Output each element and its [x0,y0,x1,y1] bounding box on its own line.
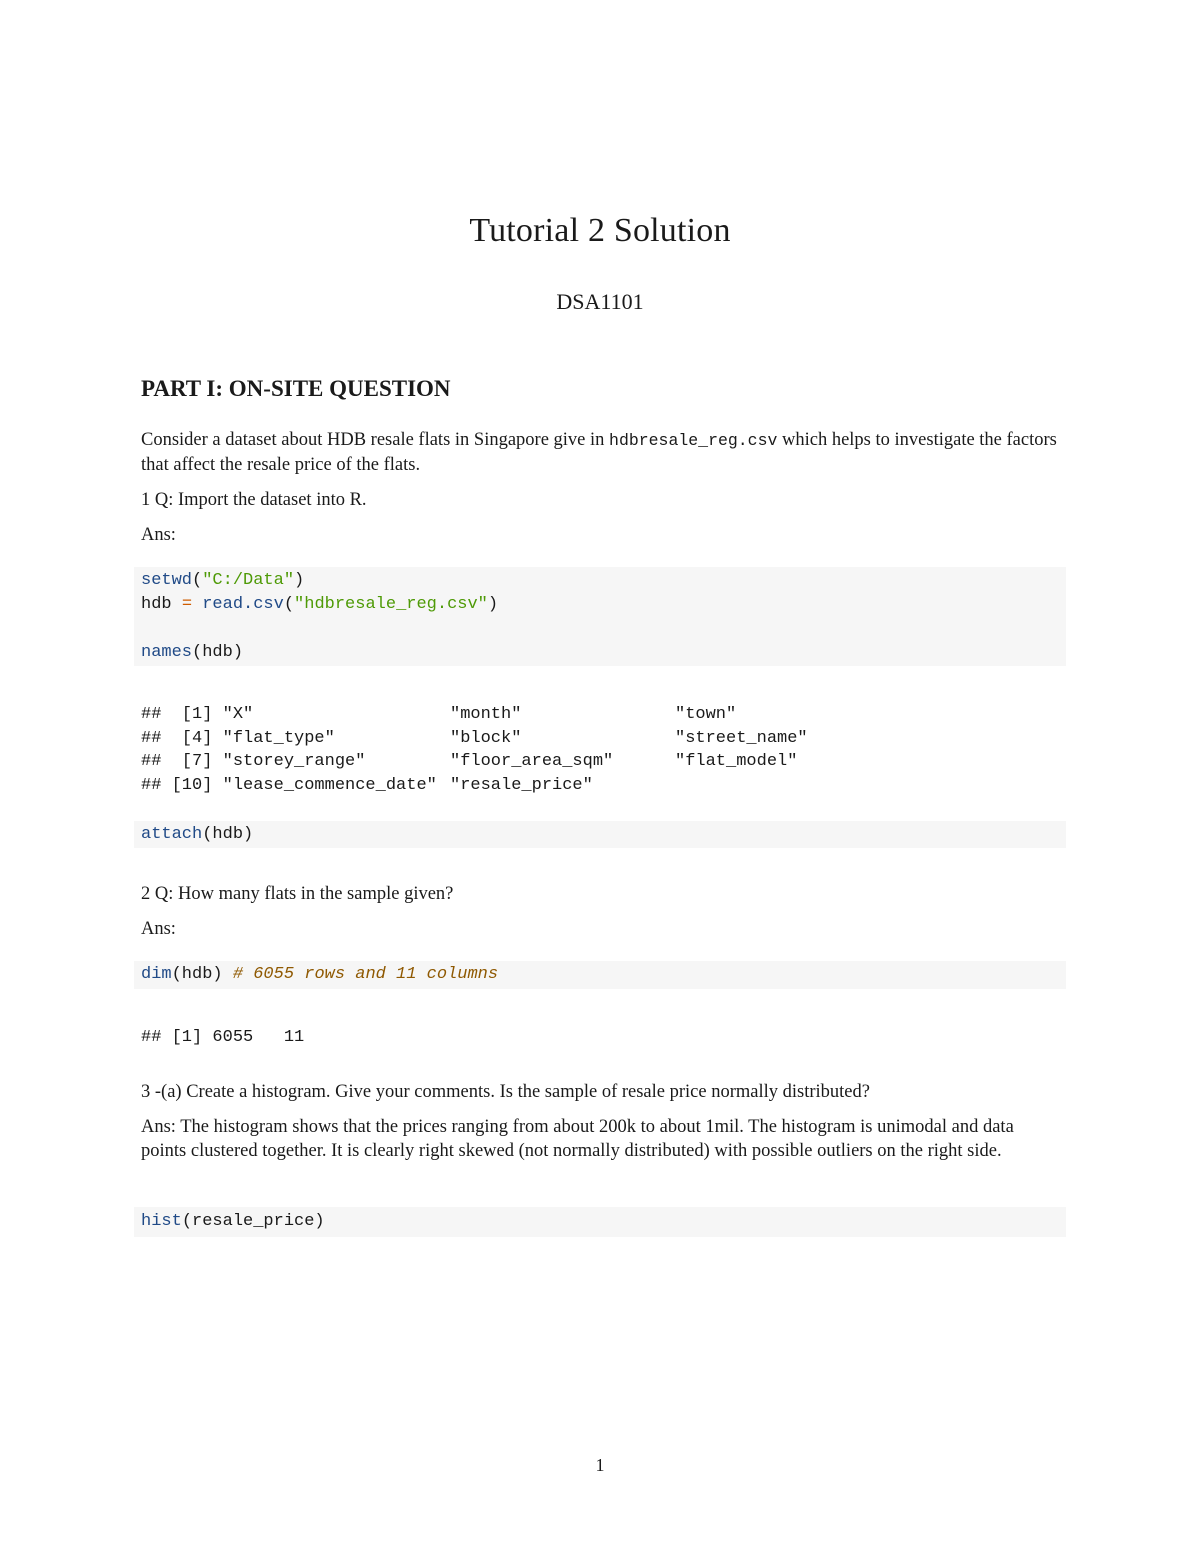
code-fn-setwd: setwd [141,571,193,590]
code-fn-dim: dim [141,965,172,984]
code-str-path: "C:/Data" [202,571,295,590]
intro-filename: hdbresale_reg.csv [609,431,778,450]
code-line-dim [141,963,1059,987]
output-cell: ## [10] "lease_commence_date" [141,775,437,795]
q2-question: 2 Q: How many flats in the sample given? [141,884,454,904]
section-heading: PART I: ON-SITE QUESTION [141,376,451,401]
output-cell: "town" [675,705,737,724]
code-arg-hist: (resale_price) [181,1212,325,1231]
code-line-names [141,641,1059,665]
q1-answer-label: Ans: [141,525,176,545]
q3-question: 3 -(a) Create a histogram. Give your comments. Is the sample of resale price normally distributed? [141,1082,870,1102]
attach-code-block [134,821,1066,848]
page-number: 1 [595,1455,605,1475]
code-str-file: "hdbresale_reg.csv" [294,595,488,614]
output-row [141,727,808,751]
q3-code-block [134,1207,1066,1237]
q2-code-block [134,961,1066,989]
output-cell: "street_name" [675,728,808,748]
code-fn-attach: attach [141,825,203,844]
code-arg-dim: (hdb) [171,965,233,984]
code-line-attach [141,823,1059,847]
q3-answer: Ans: The histogram shows that the prices ranging from about 200k to about 1mil. The histogram is unimodal and data points clustered together. It is clearly right skewed (not normally distributed) with possible outliers on the right side. [141,1117,1014,1161]
code-arg-names: (hdb) [192,643,244,662]
output-cell: ## [1] 6055 11 [141,1028,305,1047]
output-row [141,750,798,774]
q2-answer-label: Ans: [141,919,176,939]
q1-code-block [134,567,1066,666]
output-cell: ## [7] "storey_range" [141,752,366,771]
output-cell: "resale_price" [450,775,593,795]
code-comment: # 6055 rows and 11 columns [232,965,499,984]
q1-output-block [141,703,808,797]
code-line-blank [141,617,1059,641]
code-fn-names: names [141,643,193,662]
code-arg-attach: (hdb) [202,825,254,844]
course-code: DSA1101 [556,289,644,314]
q1-question: 1 Q: Import the dataset into R. [141,490,367,510]
intro-paragraph [141,428,1061,477]
output-cell: "block" [450,728,522,748]
output-cell: "flat_model" [675,752,798,771]
output-row [141,703,737,727]
code-var-hdb: hdb [141,595,172,614]
code-line-setwd: setwd("C:/Data") [141,571,305,590]
intro-text-before: Consider a dataset about HDB resale flats in Singapore give in [141,430,610,450]
output-cell: "month" [450,705,522,724]
code-fn-readcsv: read.csv [202,595,284,614]
output-cell: ## [4] "flat_type" [141,728,335,748]
code-line-hist [141,1210,1059,1234]
code-fn-hist: hist [141,1212,182,1231]
output-row [141,774,593,798]
document-title: Tutorial 2 Solution [469,212,731,249]
output-cell: ## [1] "X" [141,705,254,724]
output-cell: "floor_area_sqm" [450,752,614,771]
code-line-readcsv: hdb = read.csv("hdbresale_reg.csv") [141,595,499,614]
code-assign-op: = [181,595,193,614]
intro-text-after: which helps to investigate the factors that affect the resale price of the flats. [141,430,1057,475]
